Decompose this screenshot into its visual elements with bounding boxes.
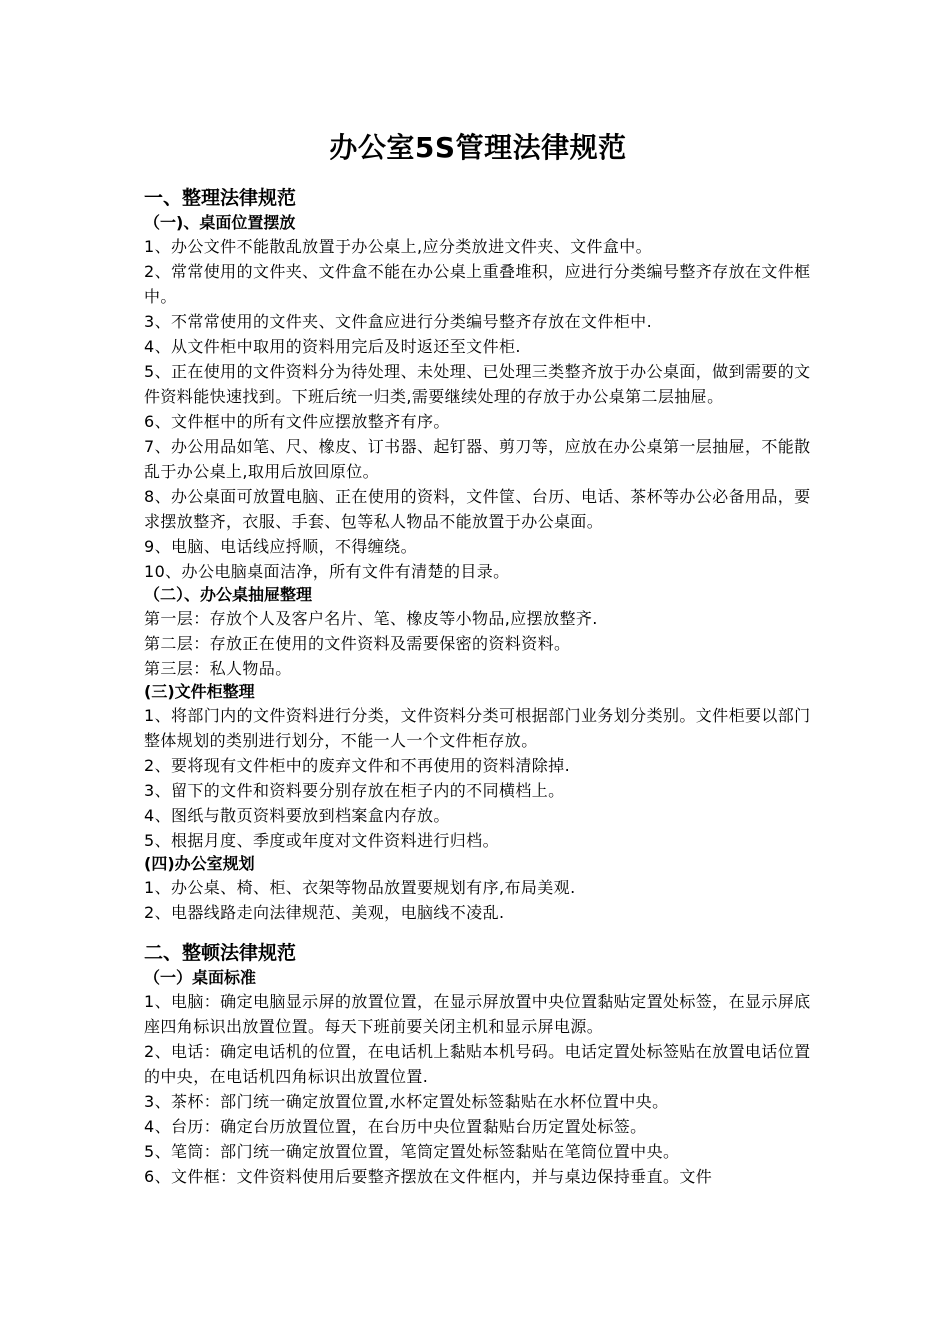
paragraph: 5、笔筒：部门统一确定放置位置，笔筒定置处标签黏贴在笔筒位置中央。	[144, 1142, 680, 1161]
section-heading: 二、整顿法律规范	[144, 942, 297, 964]
paragraph: 1、电脑：确定电脑显示屏的放置位置，在显示屏放置中央位置黏贴定置处标签，在显示屏底座四角标识出放置位置。每天下班前要关闭主机和显示屏电源。	[144, 992, 811, 1036]
paragraph: 1、办公文件不能散乱放置于办公桌上,应分类放进文件夹、文件盒中。	[144, 237, 653, 256]
document-title: 办公室5S管理法律规范	[329, 131, 627, 164]
paragraph: 4、台历：确定台历放置位置，在台历中央位置黏贴台历定置处标签。	[144, 1117, 647, 1136]
paragraph: 3、不常常使用的文件夹、文件盒应进行分类编号整齐存放在文件柜中.	[144, 312, 653, 331]
paragraph: 6、文件框中的所有文件应摆放整齐有序。	[144, 412, 450, 431]
paragraph: 5、根据月度、季度或年度对文件资料进行归档。	[144, 831, 499, 850]
subsection-heading: （二）、办公桌抽屉整理	[144, 585, 313, 604]
paragraph: 4、图纸与散页资料要放到档案盒内存放。	[144, 806, 450, 825]
section-arrange	[144, 939, 812, 1189]
paragraph: 1、将部门内的文件资料进行分类，文件资料分类可根据部门业务划分类别。文件柜要以部门整体规划的类别进行划分，不能一人一个文件柜存放。	[144, 706, 811, 750]
paragraph: 1、办公桌、椅、柜、衣架等物品放置要规划有序,布局美观.	[144, 878, 576, 897]
paragraph: 第二层：存放正在使用的文件资料及需要保密的资料资料。	[144, 634, 571, 653]
paragraph: 4、从文件柜中取用的资料用完后及时返还至文件柜.	[144, 337, 521, 356]
section-organize	[144, 184, 812, 925]
paragraph: 9、电脑、电话线应捋顺，不得缠绕。	[144, 537, 417, 556]
subsection-heading: （一)、桌面位置摆放	[144, 213, 296, 232]
paragraph: 2、要将现有文件柜中的废弃文件和不再使用的资料清除掉.	[144, 756, 571, 775]
document-body	[144, 184, 812, 1189]
paragraph: 2、电话：确定电话机的位置，在电话机上黏贴本机号码。电话定置处标签贴在放置电话位置的中央，在电话机四角标识出放置位置.	[144, 1042, 811, 1086]
paragraph: 5、正在使用的文件资料分为待处理、未处理、已处理三类整齐放于办公桌面，做到需要的文件资料能快速找到。下班后统一归类,需要继续处理的存放于办公桌第二层抽屉。	[144, 362, 811, 406]
subsection-heading: （一）桌面标准	[144, 968, 257, 987]
paragraph: 2、电器线路走向法律规范、美观，电脑线不凌乱.	[144, 903, 505, 922]
paragraph: 6、文件框：文件资料使用后要整齐摆放在文件框内，并与桌边保持垂直。文件	[144, 1167, 713, 1186]
paragraph: 第三层：私人物品。	[144, 659, 292, 678]
subsection-heading: (三)文件柜整理	[144, 682, 255, 701]
paragraph: 10、办公电脑桌面洁净，所有文件有清楚的目录。	[144, 562, 510, 581]
paragraph: 3、留下的文件和资料要分别存放在柜子内的不同横档上。	[144, 781, 565, 800]
paragraph: 3、茶杯：部门统一确定放置位置,水杯定置处标签黏贴在水杯位置中央。	[144, 1092, 669, 1111]
paragraph: 7、办公用品如笔、尺、橡皮、订书器、起钉器、剪刀等，应放在办公桌第一层抽屉，不能散乱于办公桌上,取用后放回原位。	[144, 437, 811, 481]
subsection-heading: (四)办公室规划	[144, 854, 255, 873]
paragraph: 2、常常使用的文件夹、文件盒不能在办公桌上重叠堆积，应进行分类编号整齐存放在文件框中。	[144, 262, 811, 306]
section-heading: 一、整理法律规范	[144, 187, 297, 209]
paragraph: 8、办公桌面可放置电脑、正在使用的资料，文件筐、台历、电话、茶杯等办公必备用品，要求摆放整齐，衣服、手套、包等私人物品不能放置于办公桌面。	[144, 487, 811, 531]
paragraph: 第一层：存放个人及客户名片、笔、橡皮等小物品,应摆放整齐.	[144, 609, 598, 628]
